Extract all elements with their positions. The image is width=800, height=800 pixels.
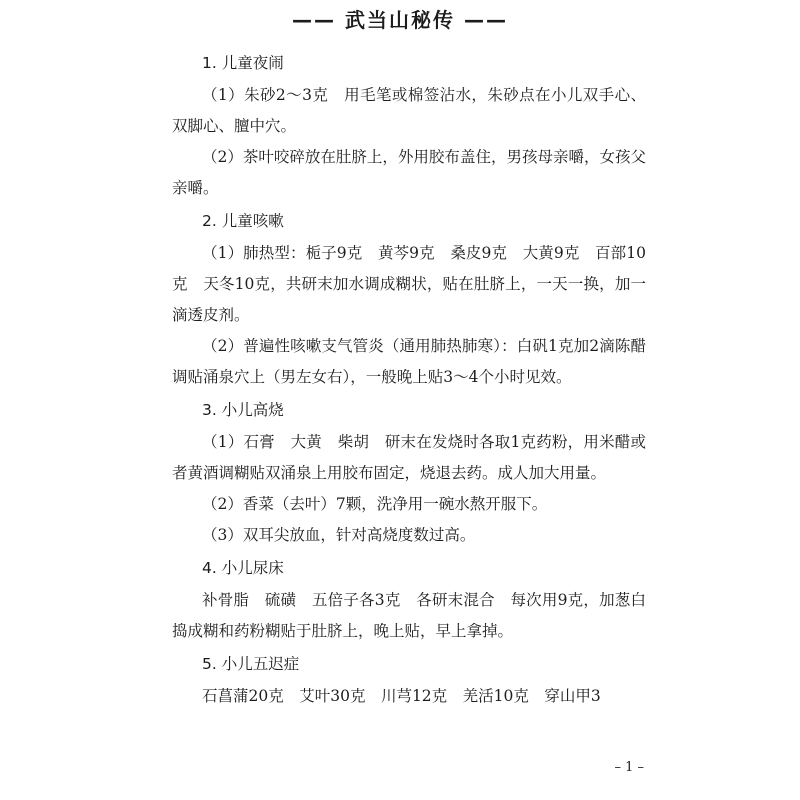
paragraph: （3）双耳尖放血，针对高烧度数过高。: [202, 526, 476, 544]
page-number: – 1 –: [614, 760, 644, 775]
paragraph: 石菖蒲20克 艾叶30克 川芎12克 羌活10克 穿山甲3: [202, 687, 601, 705]
paragraph: （1）石膏 大黄 柴胡 研末在发烧时各取1克药粉，用米醋或者黄酒调糊贴双涌泉上用胶布固定，烧退去药。成人加大用量。: [172, 433, 646, 482]
section-5: [172, 647, 646, 712]
section-heading: 3. 小儿高烧: [202, 401, 284, 419]
section-2: [172, 204, 646, 393]
section-3: [172, 393, 646, 551]
section-heading: 1. 儿童夜闹: [202, 54, 284, 72]
paragraph: （1）朱砂2～3克 用毛笔或棉签沾水，朱砂点在小儿双手心、双脚心、膻中穴。: [172, 86, 646, 135]
section-heading: 5. 小儿五迟症: [202, 655, 300, 673]
section-4: [172, 551, 646, 647]
paragraph: （2）香菜（去叶）7颗，洗净用一碗水熬开服下。: [202, 495, 548, 513]
paragraph: （1）肺热型：栀子9克 黄芩9克 桑皮9克 大黄9克 百部10克 天冬10克，共研末加水调成糊状，贴在肚脐上，一天一换，加一滴透皮剂。: [172, 244, 646, 324]
page-title: —— 武当山秘传 ——: [292, 8, 508, 32]
section-heading: 2. 儿童咳嗽: [202, 212, 284, 230]
section-heading: 4. 小儿尿床: [202, 559, 284, 577]
section-1: [172, 46, 646, 204]
paragraph: （2）茶叶咬碎放在肚脐上，外用胶布盖住，男孩母亲嚼，女孩父亲嚼。: [172, 148, 646, 197]
document-body: [172, 46, 646, 712]
paragraph: （2）普遍性咳嗽支气管炎（通用肺热肺寒）：白矾1克加2滴陈醋调贴涌泉穴上（男左女右），一般晚上贴3～4个小时见效。: [172, 337, 646, 386]
paragraph: 补骨脂 硫磺 五倍子各3克 各研末混合 每次用9克，加葱白捣成糊和药粉糊贴于肚脐上，晚上贴，早上拿掉。: [172, 591, 646, 640]
